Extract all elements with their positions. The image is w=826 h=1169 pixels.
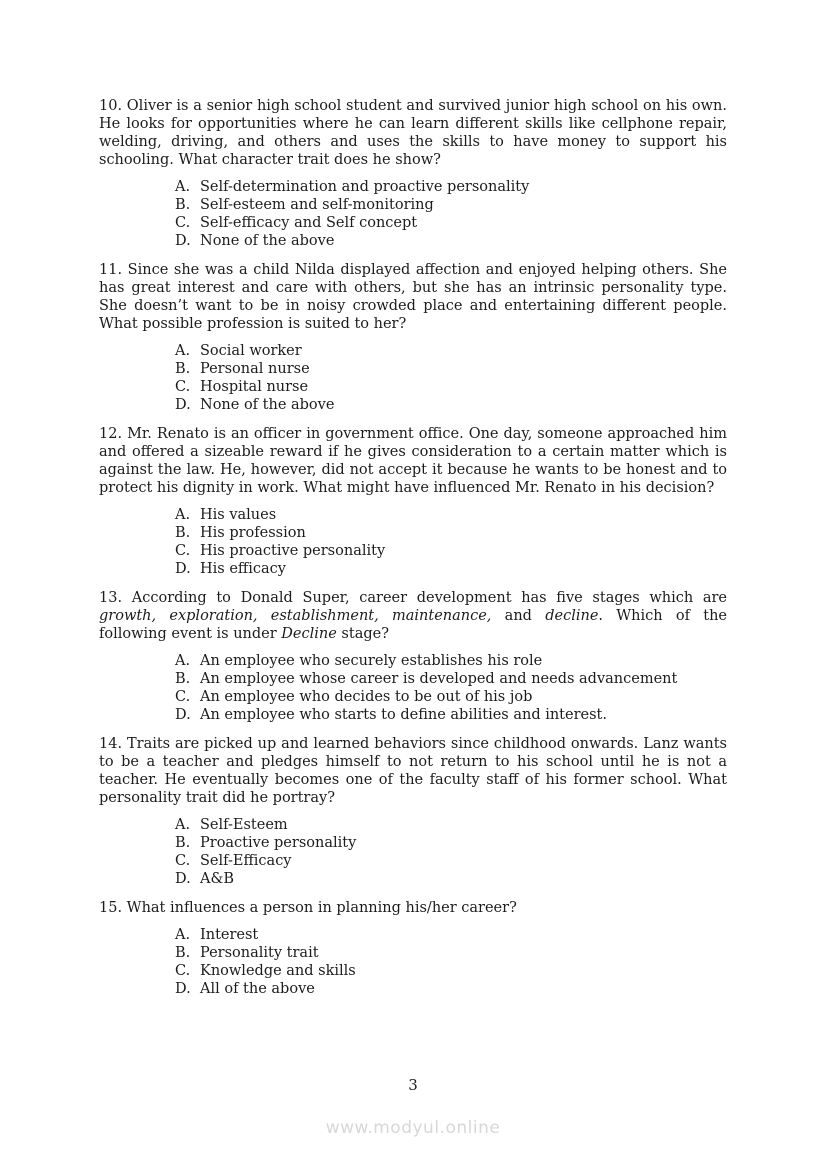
question-text-run: stage? bbox=[336, 626, 389, 642]
options-list bbox=[175, 926, 727, 998]
question-text bbox=[99, 899, 727, 917]
option-letter: B. bbox=[175, 197, 191, 213]
question-number: 12. bbox=[99, 426, 128, 442]
option-text: An employee who securely establishes his role bbox=[200, 653, 543, 669]
option-letter: C. bbox=[175, 853, 191, 869]
question-text-italic-run: Decline bbox=[281, 626, 337, 642]
question-text bbox=[99, 735, 727, 807]
option-text: His values bbox=[200, 507, 277, 523]
option-letter: C. bbox=[175, 963, 191, 979]
option-row bbox=[175, 834, 727, 852]
option-text: Self-esteem and self-monitoring bbox=[200, 197, 434, 213]
question-text-run: Mr. Renato is an officer in government office. One day, someone approached him and offered a sizeable reward if he gives consideration to a certain matter which is against the law. He, however, did not accept it because he wants to be honest and to protect his dignity in work. What might have influenced Mr. Renato in his decision? bbox=[99, 426, 727, 496]
option-text: All of the above bbox=[200, 981, 315, 997]
options-list bbox=[175, 342, 727, 414]
question-number: 13. bbox=[99, 590, 132, 606]
option-letter: A. bbox=[175, 817, 191, 833]
option-row bbox=[175, 196, 727, 214]
option-text: Personal nurse bbox=[200, 361, 310, 377]
question-number: 11. bbox=[99, 262, 128, 278]
options-list bbox=[175, 652, 727, 724]
question-text-run: and bbox=[491, 608, 546, 624]
question-text-italic-run: growth, exploration, establishment, maintenance, bbox=[99, 608, 492, 624]
question-text-run: According to Donald Super, career development has five stages which are bbox=[131, 590, 727, 606]
option-row bbox=[175, 706, 727, 724]
option-row bbox=[175, 560, 727, 578]
option-letter: D. bbox=[175, 561, 191, 577]
option-row bbox=[175, 852, 727, 870]
option-text: His proactive personality bbox=[200, 543, 386, 559]
option-row bbox=[175, 506, 727, 524]
question-text bbox=[99, 261, 727, 333]
option-letter: C. bbox=[175, 543, 191, 559]
options-list bbox=[175, 178, 727, 250]
question-number: 14. bbox=[99, 736, 127, 752]
option-row bbox=[175, 816, 727, 834]
question-text-run: Traits are picked up and learned behaviors since childhood onwards. Lanz wants to be a teacher and pledges himself to not return to his school until he is not a teacher. He eventually becomes one of the faculty staff of his former school. What personality trait did he portray? bbox=[99, 736, 727, 806]
option-letter: C. bbox=[175, 215, 191, 231]
option-text: Self-determination and proactive personality bbox=[200, 179, 530, 195]
option-letter: C. bbox=[175, 379, 191, 395]
option-text: Interest bbox=[200, 927, 259, 943]
question-text-run: . Which of the following event is under bbox=[99, 608, 727, 642]
question-text-run: What influences a person in planning his/her career? bbox=[126, 900, 517, 916]
option-text: Self-efficacy and Self concept bbox=[200, 215, 418, 231]
option-row bbox=[175, 342, 727, 360]
option-row bbox=[175, 214, 727, 232]
option-text: Personality trait bbox=[200, 945, 319, 961]
option-row bbox=[175, 926, 727, 944]
option-text: Social worker bbox=[200, 343, 302, 359]
option-text: An employee whose career is developed and needs advancement bbox=[200, 671, 678, 687]
question-text-run: Oliver is a senior high school student and survived junior high school on his own. He looks for opportunities where he can learn different skills like cellphone repair, welding, driving, and others and uses the skills to have money to support his schooling. What character trait does he show? bbox=[99, 98, 727, 168]
option-letter: A. bbox=[175, 507, 191, 523]
option-row bbox=[175, 652, 727, 670]
question-number: 10. bbox=[99, 98, 127, 114]
option-text: None of the above bbox=[200, 233, 335, 249]
option-letter: B. bbox=[175, 361, 191, 377]
option-text: Self-Efficacy bbox=[200, 853, 292, 869]
option-letter: B. bbox=[175, 945, 191, 961]
option-letter: D. bbox=[175, 707, 191, 723]
option-text: An employee who starts to define abilities and interest. bbox=[200, 707, 607, 723]
question-number: 15. bbox=[99, 900, 127, 916]
option-text: Proactive personality bbox=[200, 835, 357, 851]
page-number: 3 bbox=[408, 1076, 418, 1094]
question-text bbox=[99, 589, 727, 643]
option-letter: D. bbox=[175, 871, 191, 887]
option-letter: D. bbox=[175, 397, 191, 413]
option-text: Hospital nurse bbox=[200, 379, 309, 395]
questions-container bbox=[99, 97, 727, 1009]
option-row bbox=[175, 688, 727, 706]
option-text: An employee who decides to be out of his job bbox=[200, 689, 533, 705]
option-letter: B. bbox=[175, 671, 191, 687]
option-text: Knowledge and skills bbox=[200, 963, 356, 979]
option-letter: A. bbox=[175, 927, 191, 943]
option-row bbox=[175, 944, 727, 962]
question-text-italic-run: decline bbox=[545, 608, 599, 624]
option-text: A&B bbox=[200, 871, 235, 887]
option-letter: B. bbox=[175, 835, 191, 851]
option-row bbox=[175, 178, 727, 196]
option-row bbox=[175, 524, 727, 542]
options-list bbox=[175, 816, 727, 888]
option-row bbox=[175, 962, 727, 980]
option-text: None of the above bbox=[200, 397, 335, 413]
option-row bbox=[175, 542, 727, 560]
question-text bbox=[99, 425, 727, 497]
question-text bbox=[99, 97, 727, 169]
option-text: His efficacy bbox=[200, 561, 286, 577]
option-row bbox=[175, 980, 727, 998]
option-row bbox=[175, 232, 727, 250]
option-row bbox=[175, 870, 727, 888]
option-letter: A. bbox=[175, 343, 191, 359]
option-letter: C. bbox=[175, 689, 191, 705]
watermark: www.modyul.online bbox=[325, 1118, 501, 1138]
options-list bbox=[175, 506, 727, 578]
option-row bbox=[175, 670, 727, 688]
option-letter: D. bbox=[175, 981, 191, 997]
option-row bbox=[175, 360, 727, 378]
question-text-run: Since she was a child Nilda displayed affection and enjoyed helping others. She has great interest and care with others, but she has an intrinsic personality type. She doesn’t want to be in noisy crowded place and entertaining different people. What possible profession is suited to her? bbox=[99, 262, 727, 332]
option-text: His profession bbox=[200, 525, 306, 541]
option-letter: A. bbox=[175, 179, 191, 195]
option-row bbox=[175, 396, 727, 414]
option-letter: A. bbox=[175, 653, 191, 669]
option-row bbox=[175, 378, 727, 396]
option-text: Self-Esteem bbox=[200, 817, 288, 833]
option-letter: D. bbox=[175, 233, 191, 249]
option-letter: B. bbox=[175, 525, 191, 541]
